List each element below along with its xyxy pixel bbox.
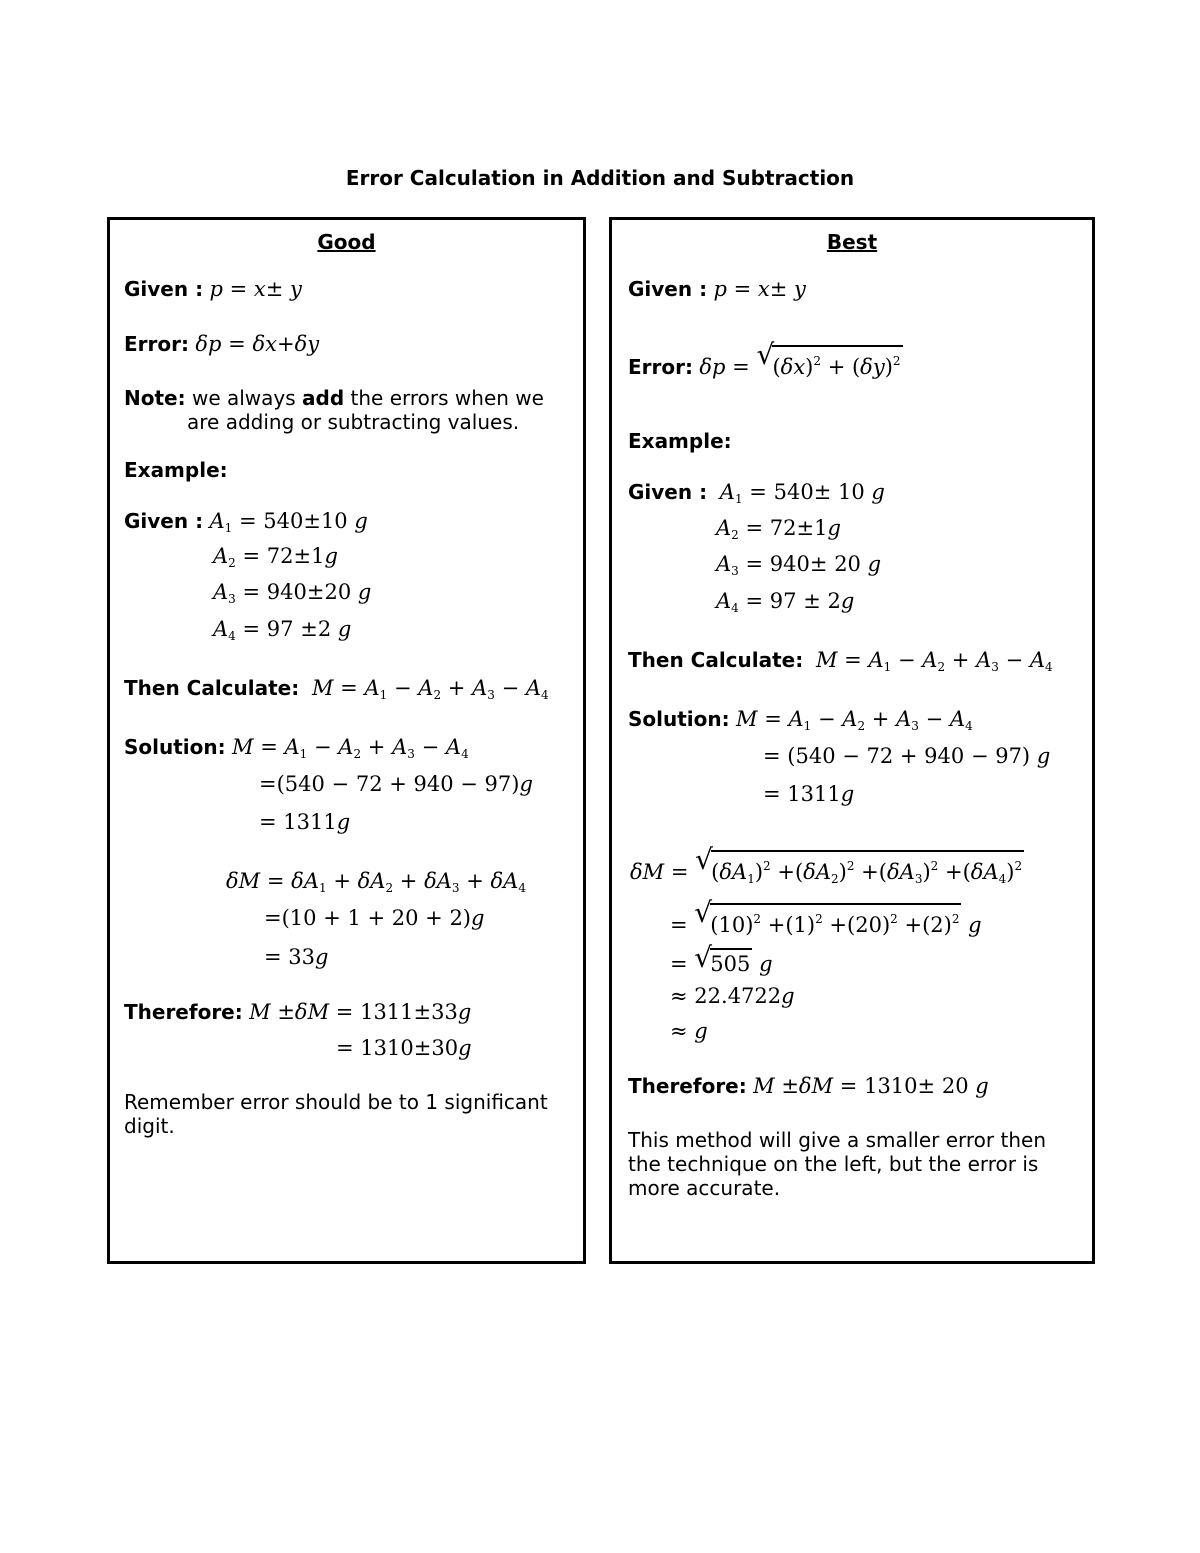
good-example-label: Example: [124, 458, 228, 482]
best-error-step1: = √ $(10)^2 +(1)^2 +(20)^2 +(2)^2$ g [670, 903, 982, 937]
best-error-quadrature: δM = √ $(\delta A_1)^2 +(\delta A_2)^2 +(\delta A_3)^2 +(\delta A_4)^2$ [630, 850, 1024, 891]
best-error-step2: = √ 505 g [670, 948, 773, 976]
good-therefore-rounded: = 1310±30g [336, 1036, 472, 1060]
good-error-step1: =(10 + 1 + 20 + 2)g [264, 906, 485, 930]
good-solution-result: = 1311g [259, 810, 351, 834]
square-root-symbol: √ $(10)^2 +(1)^2 +(20)^2 +(2)^2$ [694, 903, 961, 937]
best-error-formula: Error: δp = √ $(\delta x)^2 + (\delta y)^2$ [628, 345, 903, 379]
best-then-calculate: Then Calculate: $M = A_1 - A_2 + A_3 - A_4$ [628, 648, 1053, 674]
good-given-a3: $A_3 = 940\pm 20$ g [213, 580, 372, 606]
good-solution: Solution: $M = A_1 - A_2 + A_3 - A_4$ [124, 735, 469, 761]
best-given-a1: Given : $A_1 = 540\pm 10$ g [628, 480, 885, 506]
good-solution-step1: =(540 − 72 + 940 − 97)g [259, 772, 533, 796]
good-then-calculate: Then Calculate: $M = A_1 - A_2 + A_3 - A_4$ [124, 676, 549, 702]
best-given-formula: Given : p = x± y [628, 277, 806, 301]
best-given-a2: $A_2 = 72\pm 1g$ [716, 516, 841, 542]
good-heading: Good [317, 230, 376, 254]
good-note-continued: are adding or subtracting values. [187, 410, 520, 434]
good-remember-note: Remember error should be to 1 significant digit. [124, 1090, 548, 1138]
best-therefore: Therefore: M ±δM = 1310± 20 g [628, 1074, 989, 1098]
good-error-formula: Error: δp = δx+δy [124, 332, 320, 356]
square-root-symbol: √ 505 [694, 948, 752, 976]
best-closing-note: This method will give a smaller error then the technique on the left, but the error is more accurate. [628, 1128, 1046, 1200]
best-method-panel [609, 217, 1095, 1264]
good-given-a1: Given : $A_1 = 540\pm 10$ g [124, 509, 368, 535]
good-method-panel [107, 217, 586, 1264]
good-therefore: Therefore: M ±δM = 1311±33g [124, 1000, 472, 1024]
square-root-symbol: √ $(\delta A_1)^2 +(\delta A_2)^2 +(\delta A_3)^2 +(\delta A_4)^2$ [695, 850, 1024, 891]
best-solution-result: = 1311g [763, 782, 855, 806]
square-root-symbol: √ $(\delta x)^2 + (\delta y)^2$ [756, 345, 902, 379]
page-title: Error Calculation in Addition and Subtraction [345, 166, 855, 190]
good-given-formula: Given : p = x± y [124, 277, 302, 301]
good-note: Note: we always add the errors when we [124, 386, 544, 410]
good-error-sum: $\delta M = \delta A_1 + \delta A_2 + \delta A_3 + \delta A_4$ [226, 869, 526, 895]
good-error-result: = 33g [264, 945, 329, 969]
good-given-a4: $A_4 = 97 \pm 2$ g [213, 617, 352, 643]
best-error-result: ≈ g [670, 1019, 708, 1043]
best-given-a3: $A_3 = 940\pm 20$ g [716, 552, 882, 578]
best-given-a4: $A_4 = 97 \pm 2g$ [716, 589, 855, 615]
best-error-step3: ≈ 22.4722g [670, 984, 795, 1008]
good-given-a2: $A_2 = 72\pm 1g$ [213, 544, 338, 570]
best-heading: Best [826, 230, 878, 254]
best-solution-step1: = (540 − 72 + 940 − 97) g [763, 744, 1051, 768]
best-solution: Solution: $M = A_1 - A_2 + A_3 - A_4$ [628, 707, 973, 733]
best-example-label: Example: [628, 429, 732, 453]
